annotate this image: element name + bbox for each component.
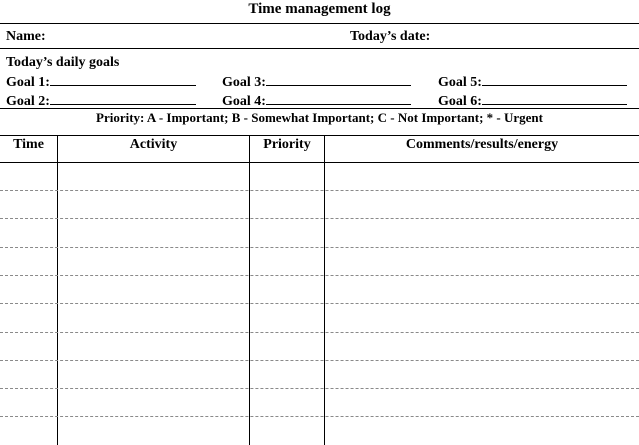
time-log-table [0, 135, 639, 445]
goal-4-label: Goal 4: [222, 94, 266, 109]
table-row-divider [0, 303, 639, 304]
page-title: Time management log [248, 1, 391, 17]
goal-2-label: Goal 2: [6, 94, 50, 109]
priority-legend: Priority: A - Important; B - Somewhat Important; C - Not Important; * - Urgent [96, 110, 543, 125]
table-row-divider [0, 360, 639, 361]
date-label: Today’s date: [350, 29, 431, 44]
table-row-divider [0, 388, 639, 389]
goal-5[interactable] [438, 73, 627, 91]
table-row-divider [0, 275, 639, 276]
table-row-divider [0, 332, 639, 333]
goal-3-blank[interactable] [266, 73, 411, 86]
column-divider [57, 135, 58, 445]
table-row-divider [0, 190, 639, 191]
goal-1[interactable] [6, 73, 196, 91]
column-header-comments: Comments/results/energy [405, 137, 559, 152]
table-row-divider [0, 218, 639, 219]
goals-heading: Today’s daily goals [6, 55, 120, 70]
column-divider [324, 135, 325, 445]
goal-6-blank[interactable] [482, 92, 627, 105]
title-divider [0, 23, 639, 24]
goal-1-blank[interactable] [50, 73, 196, 86]
goal-5-label: Goal 5: [438, 75, 482, 90]
table-row-divider [0, 247, 639, 248]
goal-2-blank[interactable] [50, 92, 196, 105]
header-divider [0, 48, 639, 49]
goal-6-label: Goal 6: [438, 94, 482, 109]
column-divider [249, 135, 250, 445]
goal-4-blank[interactable] [266, 92, 411, 105]
table-row-divider [0, 416, 639, 417]
goal-5-blank[interactable] [482, 73, 627, 86]
column-header-time: Time [13, 137, 44, 152]
goal-1-label: Goal 1: [6, 75, 50, 90]
goal-3[interactable] [222, 73, 411, 91]
goals-divider [0, 108, 639, 109]
column-header-priority: Priority [263, 137, 311, 152]
goal-3-label: Goal 3: [222, 75, 266, 90]
table-header-divider [0, 162, 639, 163]
column-header-activity: Activity [129, 137, 178, 152]
name-label: Name: [6, 29, 46, 44]
